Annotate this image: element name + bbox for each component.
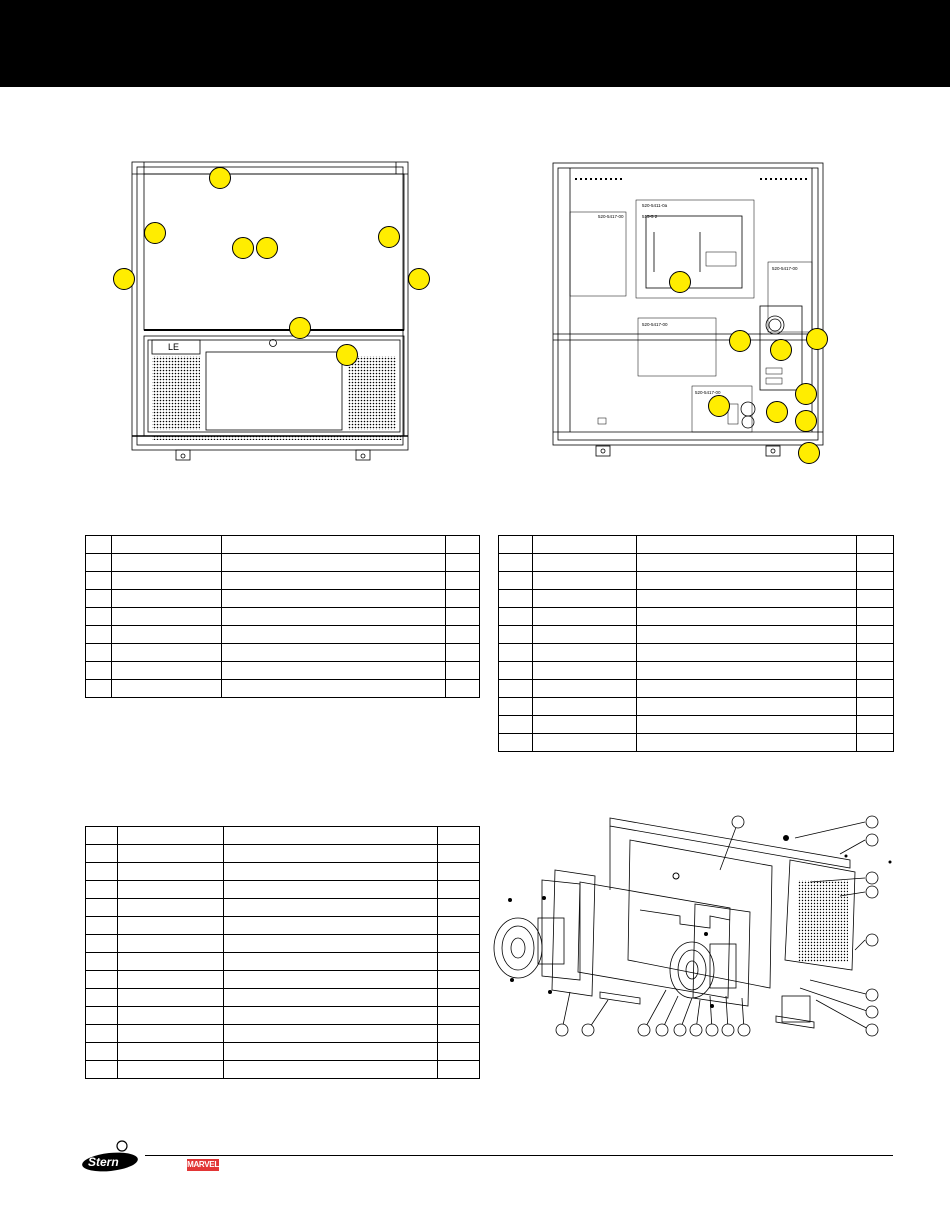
table-row	[499, 680, 894, 698]
board-label-b: 520-5411-0a	[642, 203, 668, 208]
table-row	[86, 1025, 480, 1043]
callout-marker	[770, 339, 792, 361]
table-row	[86, 1007, 480, 1025]
table-row	[86, 881, 480, 899]
callout-marker	[795, 383, 817, 405]
stern-logo-text: Stern	[88, 1155, 119, 1169]
table-row	[499, 554, 894, 572]
board-label-a: 520-5417-00	[598, 214, 624, 219]
callout-marker	[766, 401, 788, 423]
cabinet-back-drawing	[0, 0, 950, 480]
callout-marker	[708, 395, 730, 417]
table-row	[86, 644, 480, 662]
table-row	[499, 608, 894, 626]
table-row	[86, 626, 480, 644]
parts-table-top-right	[498, 535, 894, 752]
table-row	[86, 1043, 480, 1061]
table-row	[86, 554, 480, 572]
table-row	[499, 716, 894, 734]
marvel-logo: MARVEL	[187, 1160, 219, 1169]
table-header-row	[86, 536, 480, 554]
table-row	[499, 662, 894, 680]
speaker-assembly-exploded-drawing	[480, 800, 950, 1050]
board-label-b-sub: 515-5 2	[642, 214, 658, 219]
table-header-row	[499, 536, 894, 554]
table-header-row	[86, 827, 480, 845]
parts-table-bottom-left	[85, 826, 480, 1079]
table-row	[86, 1061, 480, 1079]
table-row	[86, 680, 480, 698]
callout-marker	[669, 271, 691, 293]
table-row	[499, 644, 894, 662]
table-row	[86, 863, 480, 881]
footer-rule	[145, 1155, 893, 1156]
table-row	[86, 572, 480, 590]
table-row	[499, 698, 894, 716]
board-label-e: 520-5417-00	[695, 390, 721, 395]
callout-marker	[798, 442, 820, 464]
callout-marker	[795, 410, 817, 432]
table-row	[86, 845, 480, 863]
board-label-d: 520-5417-00	[642, 322, 668, 327]
table-row	[86, 899, 480, 917]
table-row	[499, 572, 894, 590]
board-label-c: 520-5417-00	[772, 266, 798, 271]
stern-logo	[80, 1140, 140, 1174]
table-row	[86, 971, 480, 989]
table-row	[499, 590, 894, 608]
table-row	[499, 626, 894, 644]
table-row	[86, 662, 480, 680]
panel-label: LE	[168, 342, 180, 352]
table-row	[86, 935, 480, 953]
table-row	[86, 953, 480, 971]
table-row	[86, 590, 480, 608]
table-row	[499, 734, 894, 752]
callout-marker	[729, 330, 751, 352]
callout-marker	[806, 328, 828, 350]
table-row	[86, 989, 480, 1007]
parts-table-top-left	[85, 535, 480, 698]
table-row	[86, 608, 480, 626]
table-row	[86, 917, 480, 935]
